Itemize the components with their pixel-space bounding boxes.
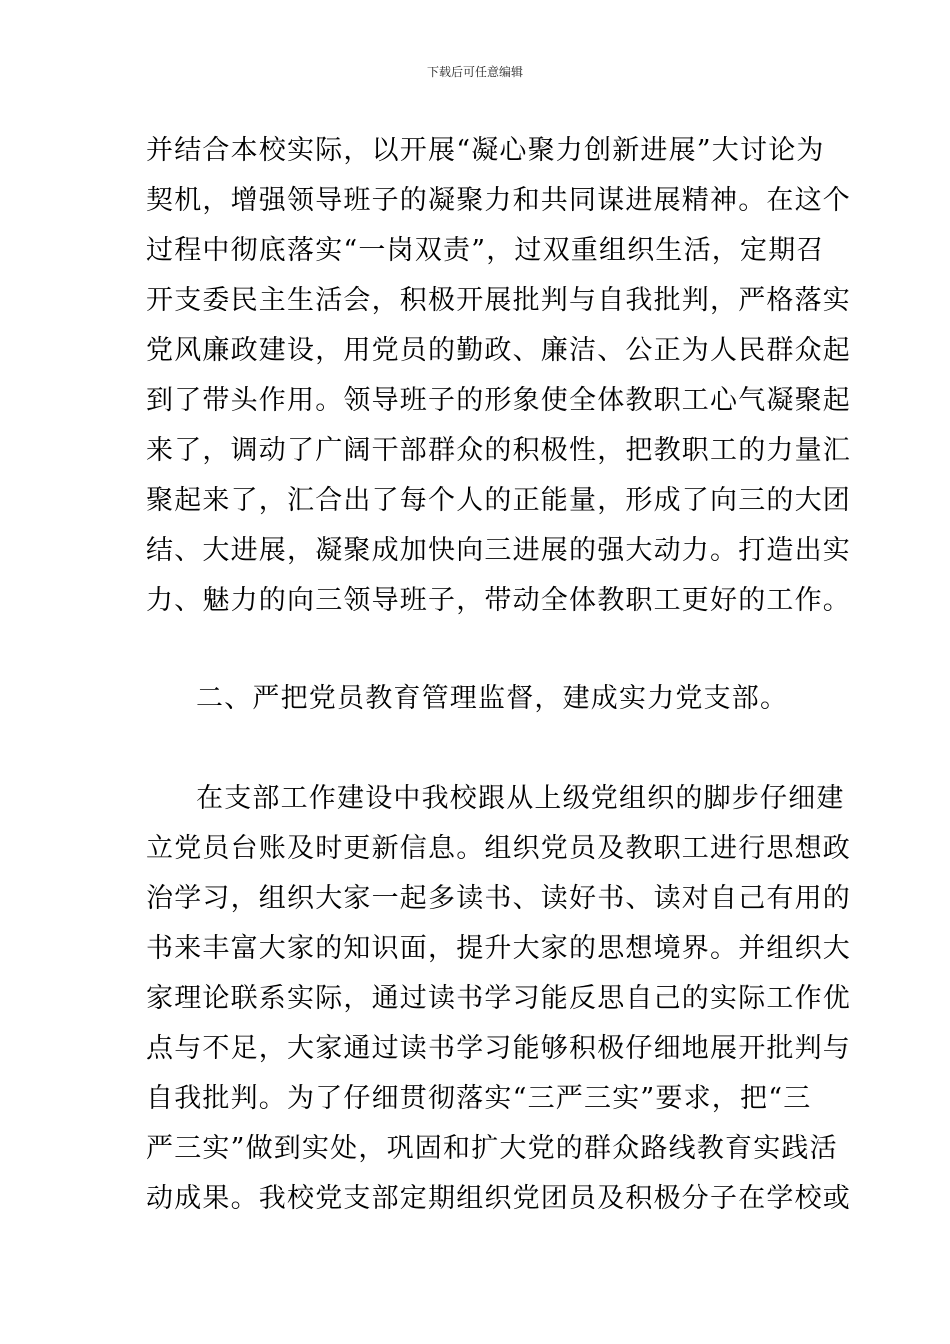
page-header-note: 下载后可任意编辑 <box>426 65 523 79</box>
paragraph-line: 契机，增强领导班子的凝聚力和共同谋进展精神。在这个 <box>146 185 851 216</box>
paragraph-line: 自我批判。为了仔细贯彻落实“三严三实”要求，把“三 <box>146 1083 812 1114</box>
paragraph-line: 并结合本校实际，以开展“凝心聚力创新进展”大讨论为 <box>146 135 825 166</box>
paragraph-line: 家理论联系实际，通过读书学习能反思自己的实际工作优 <box>146 983 851 1014</box>
paragraph-line: 开支委民主生活会，积极开展批判与自我批判，严格落实 <box>146 285 851 316</box>
paragraph-line: 到了带头作用。领导班子的形象使全体教职工心气凝聚起 <box>146 385 851 416</box>
paragraph-line: 书来丰富大家的知识面，提升大家的思想境界。并组织大 <box>146 933 851 964</box>
paragraph-line: 在支部工作建设中我校跟从上级党组织的脚步仔细建 <box>196 783 845 814</box>
paragraph-line: 力、魅力的向三领导班子，带动全体教职工更好的工作。 <box>146 585 851 616</box>
paragraph-line: 聚起来了，汇合出了每个人的正能量，形成了向三的大团 <box>146 485 851 516</box>
paragraph-line: 过程中彻底落实“一岗双责”，过双重组织生活，定期召 <box>146 235 825 266</box>
paragraph-line: 动成果。我校党支部定期组织党团员及积极分子在学校或 <box>146 1183 851 1214</box>
section-heading: 二、严把党员教育管理监督，建成实力党支部。 <box>196 683 789 714</box>
paragraph-line: 严三实”做到实处，巩固和扩大党的群众路线教育实践活 <box>146 1133 838 1164</box>
paragraph-line: 结、大进展，凝聚成加快向三进展的强大动力。打造出实 <box>146 535 851 566</box>
paragraph-line: 党风廉政建设，用党员的勤政、廉洁、公正为人民群众起 <box>146 335 851 366</box>
paragraph-line: 点与不足，大家通过读书学习能够积极仔细地展开批判与 <box>146 1033 851 1064</box>
paragraph-line: 治学习，组织大家一起多读书、读好书、读对自己有用的 <box>146 883 851 914</box>
paragraph-line: 立党员台账及时更新信息。组织党员及教职工进行思想政 <box>146 833 851 864</box>
paragraph-line: 来了，调动了广阔干部群众的积极性，把教职工的力量汇 <box>146 435 851 466</box>
